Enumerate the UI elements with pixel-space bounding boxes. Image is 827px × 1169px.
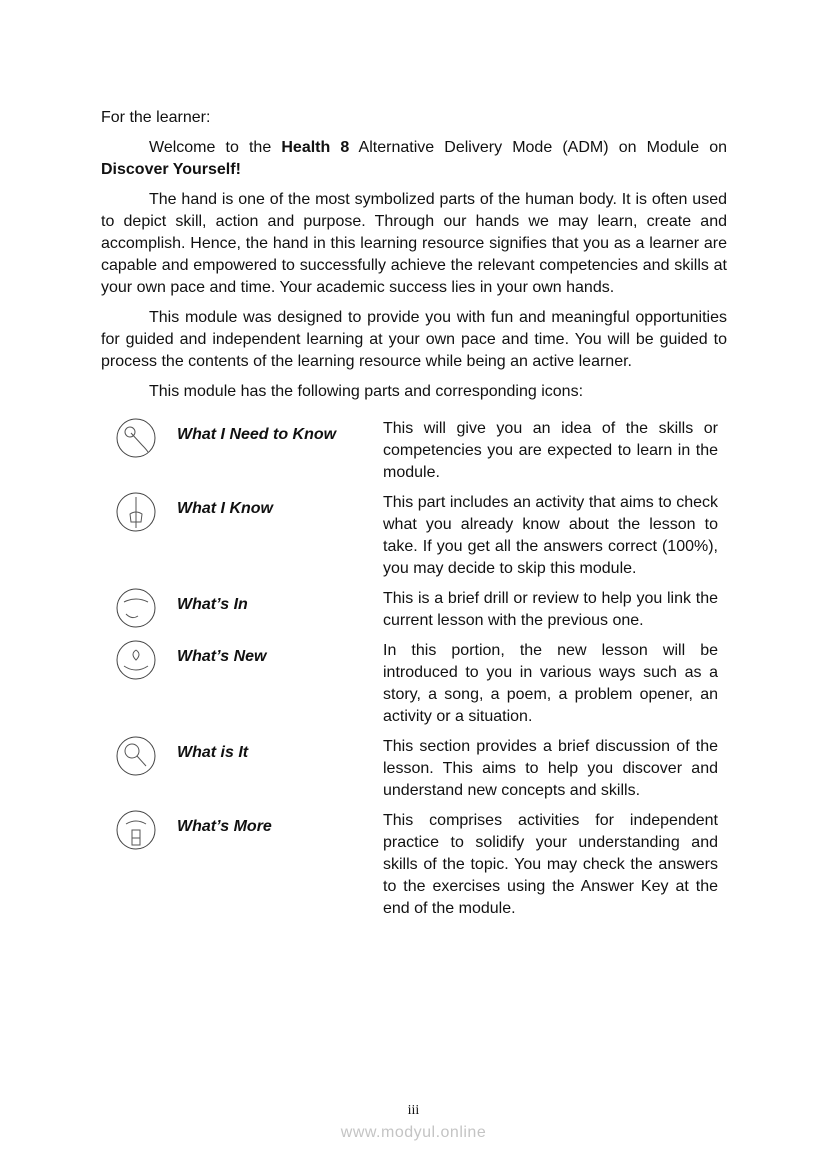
welcome-text: Welcome to the	[149, 139, 282, 156]
hands-link-icon	[116, 588, 156, 628]
hand-paragraph: The hand is one of the most symbolized parts of the human body. It is often used to depict skill, action and purpose. Through our hands we may learn, create and accomplish. Hence, the hand in this learning resource signifies that you as a learner are capable and empowered to successfully achieve the relevant competencies and skills at your own pace and time. Your academic success lies in your own hands.	[101, 191, 727, 296]
part-label: What I Know	[177, 500, 273, 517]
part-description: This is a brief drill or review to help you link the current lesson with the previous one.	[383, 590, 718, 629]
part-label: What’s More	[177, 818, 272, 835]
module-part-row	[101, 640, 727, 728]
part-description: This will give you an idea of the skills or competencies you are expected to learn in the module.	[383, 420, 718, 481]
hand-pencil-icon	[116, 492, 156, 532]
module-part-row	[101, 588, 727, 632]
part-label: What’s In	[177, 596, 248, 613]
module-part-row	[101, 418, 727, 484]
part-label: What’s New	[177, 648, 267, 665]
part-description: In this portion, the new lesson will be introduced to you in various ways such as a story, a song, a poem, a problem opener, an activity or a situation.	[383, 642, 718, 725]
watermark: www.modyul.online	[340, 1124, 487, 1141]
hand-magnifier-icon	[116, 736, 156, 776]
part-description: This comprises activities for independent practice to solidify your understanding and skills of the topic. You may check the answers to the exercises using the Answer Key at the end of the module.	[383, 812, 718, 917]
intro-heading: For the learner:	[101, 109, 211, 126]
part-description: This part includes an activity that aims to check what you already know about the lesson to take. If you get all the answers correct (100%), you may decide to skip this module.	[383, 494, 718, 577]
module-parts-list	[101, 418, 727, 920]
subject-title: Health 8	[281, 139, 350, 156]
part-label: What is It	[177, 744, 249, 761]
part-description: This section provides a brief discussion of the lesson. This aims to help you discover and understand new concepts and skills.	[383, 738, 718, 799]
page-content	[101, 107, 727, 928]
welcome-text-mid: Alternative Delivery Mode (ADM) on Module on	[349, 139, 728, 156]
parts-intro: This module has the following parts and corresponding icons:	[149, 383, 584, 400]
module-part-row	[101, 810, 727, 920]
module-part-row	[101, 492, 727, 580]
hand-touch-icon	[116, 418, 156, 458]
module-title: Discover Yourself!	[101, 161, 241, 178]
hands-plant-icon	[116, 640, 156, 680]
module-part-row	[101, 736, 727, 802]
part-label: What I Need to Know	[177, 426, 337, 443]
module-paragraph: This module was designed to provide you with fun and meaningful opportunities for guided and independent learning at your own pace and time. You will be guided to process the contents of the learning resource while being an active learner.	[101, 309, 727, 370]
hand-blocks-icon	[116, 810, 156, 850]
welcome-paragraph	[101, 137, 727, 181]
page-number: iii	[407, 1103, 420, 1118]
